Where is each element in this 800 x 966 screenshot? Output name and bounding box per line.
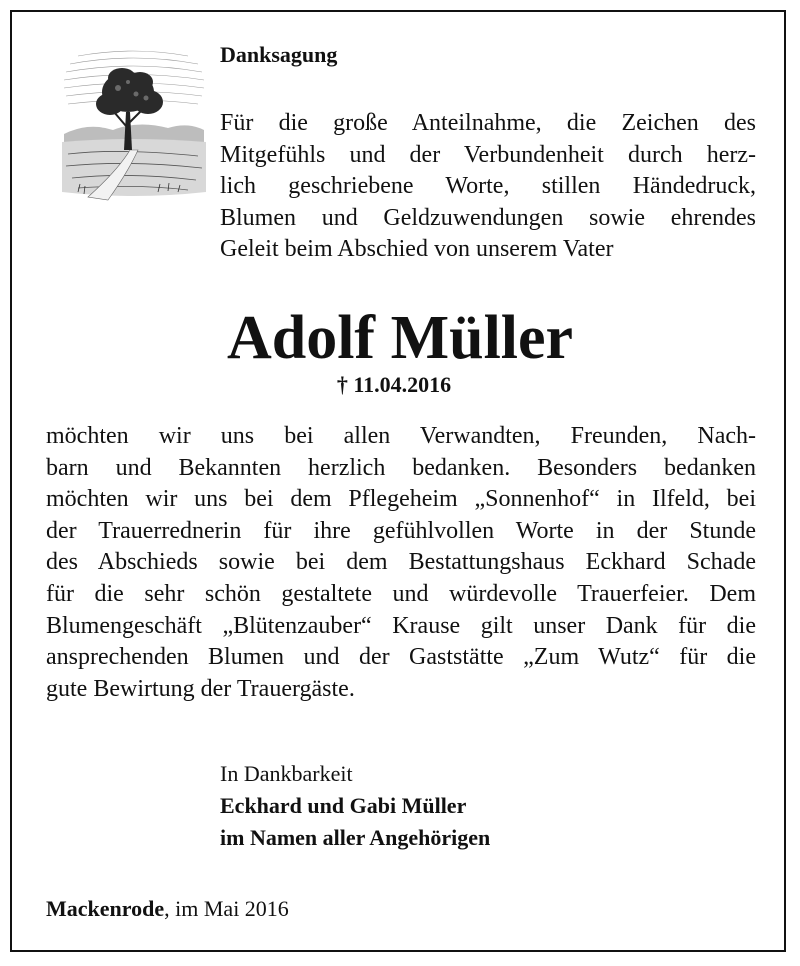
- footer-place-date: [46, 893, 289, 925]
- signature-names: Eckhard und Gabi Müller: [220, 793, 467, 818]
- deceased-name: Adolf Müller: [226, 304, 574, 372]
- intro-line: Geleit beim Abschied von unserem Vater: [220, 236, 614, 263]
- body-line: der Trauerrednerin für ihre gefühlvollen Worte in der Stunde: [46, 517, 756, 544]
- body-line: für die sehr schön gestaltete und würdevolle Trauerfeier. Dem: [46, 580, 756, 607]
- tree-landscape-icon: [58, 42, 208, 212]
- intro-line: Blumen und Geldzuwendungen sowie ehrendes: [220, 204, 756, 231]
- notice-heading: Danksagung: [220, 42, 338, 67]
- body-paragraph: [46, 421, 756, 705]
- body-line: des Abschieds sowie bei dem Bestattungshaus Eckhard Schade: [46, 549, 756, 576]
- body-line: ansprechenden Blumen und der Gaststätte „Zum Wutz“ für die: [46, 644, 756, 671]
- intro-line: lich geschriebene Worte, stillen Händedruck,: [220, 173, 756, 200]
- signature-closing: In Dankbarkeit: [220, 761, 353, 786]
- signature-block: [220, 758, 490, 854]
- death-date: † 11.04.2016: [336, 372, 452, 397]
- body-line: möchten wir uns bei allen Verwandten, Freunden, Nach-: [46, 423, 756, 449]
- intro-paragraph: [220, 108, 756, 266]
- footer-place: Mackenrode: [46, 896, 165, 921]
- intro-line: Mitgefühls und der Verbundenheit durch herz-: [220, 141, 756, 168]
- signature-on-behalf: im Namen aller Angehörigen: [220, 825, 491, 850]
- body-line: Blumengeschäft „Blütenzauber“ Krause gilt unser Dank für die: [46, 612, 756, 639]
- footer-date: , im Mai 2016: [164, 896, 289, 921]
- body-line: barn und Bekannten herzlich bedanken. Besonders bedanken: [46, 454, 756, 481]
- intro-line: Für die große Anteilnahme, die Zeichen des: [220, 110, 756, 136]
- body-line: gute Bewirtung der Trauergäste.: [46, 675, 355, 702]
- body-line: möchten wir uns bei dem Pflegeheim „Sonnenhof“ in Ilfeld, bei: [46, 486, 756, 513]
